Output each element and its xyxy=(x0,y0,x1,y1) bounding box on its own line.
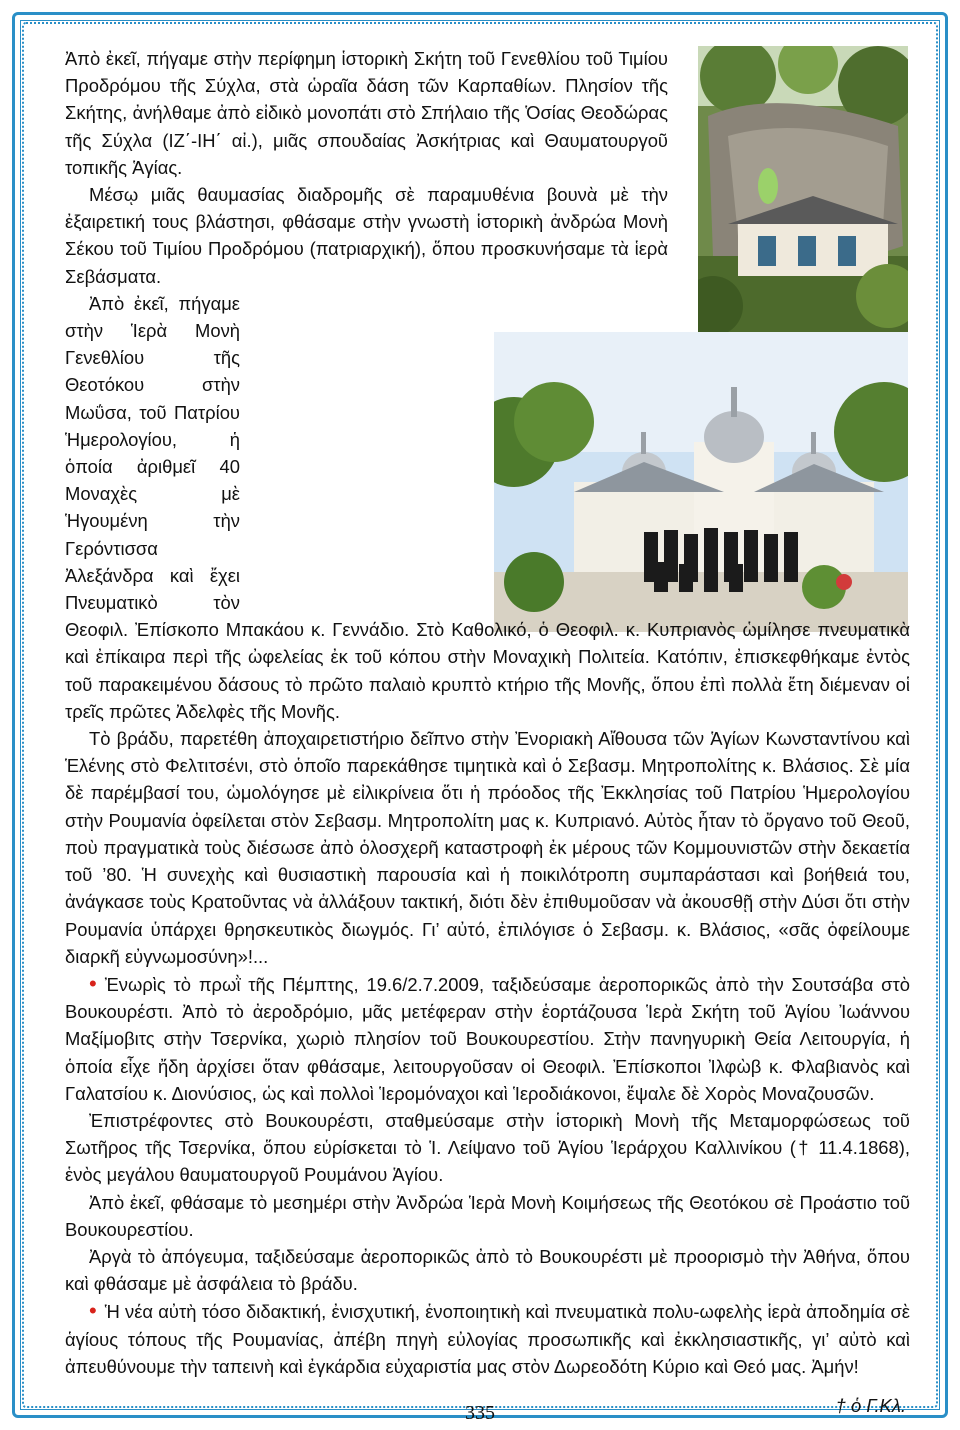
paragraph-9-text: Ἡ νέα αὐτὴ τόσο διδακτική, ἐνισχυτική, ἑνοποιητικὴ καὶ πνευματικὰ πολυ-ωφελὴς ἱερὰ ἀποδημία σὲ ἁγίους τόπους τῆς Ρουμανίας, ἀπέβη πηγὴ εὐλογίας προσωπικῆς καὶ ἐκκλησιαστικῆς, γι’ αὐτὸ καὶ ἀπευθύνουμε τὴν ταπεινὴ καὶ ἐγκάρδια εὐχαριστία μας στὸν Δωρεοδότη Κύριο καὶ Θεό μας. Ἀμήν! xyxy=(65,1301,910,1377)
signature: † ὁ Γ.Κλ. xyxy=(835,1394,906,1416)
article-body xyxy=(65,45,910,1419)
paragraph-9 xyxy=(65,1297,910,1380)
paragraph-6: Ἐπιστρέφοντες στὸ Βουκουρέστι, σταθμεύσαμε στὴν ἱστορικὴ Μονὴ τῆς Μεταμορφώσεως τοῦ Σωτῆρος τῆς Τσερνίκα, ὅπου εὑρίσκεται τὸ Ἱ. Λείψανο τοῦ Ἁγίου Ἱεράρχου Καλλινίκου († 11.4.1868), ἑνὸς μεγάλου θαυματουργοῦ Ρουμάνου Ἁγίου. xyxy=(65,1109,910,1186)
paragraph-8: Ἀργὰ τὸ ἀπόγευμα, ταξιδεύσαμε ἀεροπορικῶς ἀπὸ τὸ Βουκουρέστι μὲ προορισμὸ τὴν Ἀθήνα, ὅπου καὶ φθάσαμε μὲ ἀσφάλεια τὸ βράδυ. xyxy=(65,1245,910,1295)
paragraph-5-text: Ἐνωρὶς τὸ πρωῒ τῆς Πέμπτης, 19.6/2.7.2009, ταξιδεύσαμε ἀεροπορικῶς ἀπὸ τὴν Σουτσάβα στὸ Βουκουρέστι. Ἀπὸ τὸ ἀεροδρόμιο, μᾶς μετέφεραν στὴν ἑορτάζουσα Ἱερὰ Σκήτη τοῦ Ἁγίου Ἰωάννου Μαξίμοβιτς στὴν Τσερνίκα, χωριὸ πλησίον τοῦ Βουκουρεστίου. Στὴν πανηγυρικὴ Θεία Λειτουργία, ἡ ὁποία εἶχε ἤδη ἀρχίσει ὅταν φθάσαμε, λειτουργοῦσαν οἱ Θεοφιλ. Ἐπίσκοποι Ἰλφὼβ κ. Φλαβιανὸς καὶ Γαλατσίου κ. Διονύσιος, ὡς καὶ πολλοὶ Ἱερομόναχοι καὶ Ἱεροδιάκονοι, ἔψαλε δὲ Χορὸς Μοναζουσῶν. xyxy=(65,973,910,1104)
paragraph-7: Ἀπὸ ἐκεῖ, φθάσαμε τὸ μεσημέρι στὴν Ἀνδρώα Ἱερὰ Μονὴ Κοιμήσεως τῆς Θεοτόκου σὲ Προάστιο τοῦ Βουκουρεστίου. xyxy=(65,1191,910,1240)
photo-spacer-1 xyxy=(684,45,910,317)
page-number: 335 xyxy=(465,1402,495,1424)
paragraph-3: Ἀπὸ ἐκεῖ, πήγαμε στὴν Ἱερὰ Μονὴ Γενεθλίου τῆς Θεοτόκου στὴν Μωΰσα, τοῦ Πατρίου Ἡμερολογίου, ἡ ὁποία ἀριθμεῖ 40 Μοναχὲς μὲ Ἡγουμένη τὴν Γερόντισσα Ἀλεξάνδρα καὶ ἔχει Πνευματικὸ τὸν Θεοφιλ. Ἐπίσκοπο Μπακάου κ. Γεννάδιο. Στὸ Καθολικό, ὁ Θεοφιλ. κ. Κυπριανὸς ὡμίλησε πνευματικὰ καὶ ἐπίκαιρα περὶ τῆς ὠφελείας ἐκ τοῦ κόπου στὴν Μοναχικὴ Πολιτεία. Κατόπιν, ἐπισκεφθήκαμε ἐντὸς τοῦ παρακειμένου δάσους τὸ πρῶτο παλαιὸ κρυπτὸ κτήριο τῆς Μονῆς, ὅπου ἐπὶ πολλὰ ἔτη διέμεναν οἱ τρεῖς πρῶτες Ἀδελφὲς τῆς Μονῆς. xyxy=(65,292,910,722)
photo-spacer-2 xyxy=(254,296,668,596)
paragraph-4: Τὸ βράδυ, παρετέθη ἀποχαιρετιστήριο δεῖπνο στὴν Ἐνοριακὴ Αἴθουσα τῶν Ἁγίων Κωνσταντίνου καὶ Ἑλένης στὸ Φελτιτσένι, στὸ ὁποῖο παρεκάθησε τιμητικὰ καὶ ὁ Σεβασμ. Μητροπολίτης κ. Βλάσιος. Σὲ μία δὲ παρέμβασί του, ὡμολόγησε μὲ εἰλικρίνεια ὅτι ἡ πρόοδος τῆς Ἐκκλησίας τοῦ Πατρίου Ἡμερολογίου στὴν Ρουμανία ὀφείλεται στὸν Σεβασμ. Μητροπολίτη μας κ. Κυπριανό. Αὐτὸς ἦταν τὸ ὄργανο τοῦ Θεοῦ, ποὺ πραγματικὰ τοὺς διέσωσε ἀπὸ ὁλοσχερῆ καταστροφὴ ἐκ μέρους τῶν Κομμουνιστῶν στὴν δεκαετία τοῦ ’80. Ἡ συνεχὴς καὶ θυσιαστικὴ παρουσία καὶ ἡ ποικιλότροπη συμπαράστασι καὶ βοήθειά του, ἀνάγκασε τοὺς Κρατοῦντας νὰ ἀλλάξουν τακτική, διότι δὲν ἐπιθυμοῦσαν νὰ ἀκουσθῇ στὴν Δύσι ὅτι στὴν Ρουμανία ὑπάρχει θρησκευτικὸς διωγμός. Γι’ αὐτό, ἐπιλόγισε ὁ Σεβασμ. κ. Βλάσιος, «σᾶς ὀφείλουμε διαρκῆ εὐγνωμοσύνη»!... xyxy=(65,728,910,967)
bullet-icon: • xyxy=(89,1298,97,1324)
paragraph-2: Μέσῳ μιᾶς θαυμασίας διαδρομῆς σὲ παραμυθένια βουνὰ μὲ τὴν ἐξαιρετική τους βλάστησι, φθάσαμε στὴν γνωστὴ ἱστορικὴ ἀνδρώα Μονὴ Σέκου τοῦ Τιμίου Προδρόμου (πατριαρχική), ὅπου προσκυνήσαμε τὰ ἱερὰ Σεβάσματα. xyxy=(65,184,668,287)
paragraph-5 xyxy=(65,970,910,1107)
paragraph-1: Ἀπὸ ἐκεῖ, πήγαμε στὴν περίφημη ἱστορικὴ Σκήτη τοῦ Γενεθλίου τοῦ Τιμίου Προδρόμου τῆς Σύχλα, στὰ ὡραῖα δάση τῶν Καρπαθίων. Πλησίον τῆς Σκήτης, ἀνήλθαμε ἀπὸ εἰδικὸ μονοπάτι στὸ Σπήλαιο τῆς Ὁσίας Θεοδώρας τῆς Σύχλα (ΙΖ΄-ΙΗ΄ αἰ.), μιᾶς σπουδαίας Ἀσκήτριας καὶ Θαυματουργοῦ τοπικῆς Ἁγίας. xyxy=(65,48,668,178)
bullet-icon: • xyxy=(89,970,97,996)
